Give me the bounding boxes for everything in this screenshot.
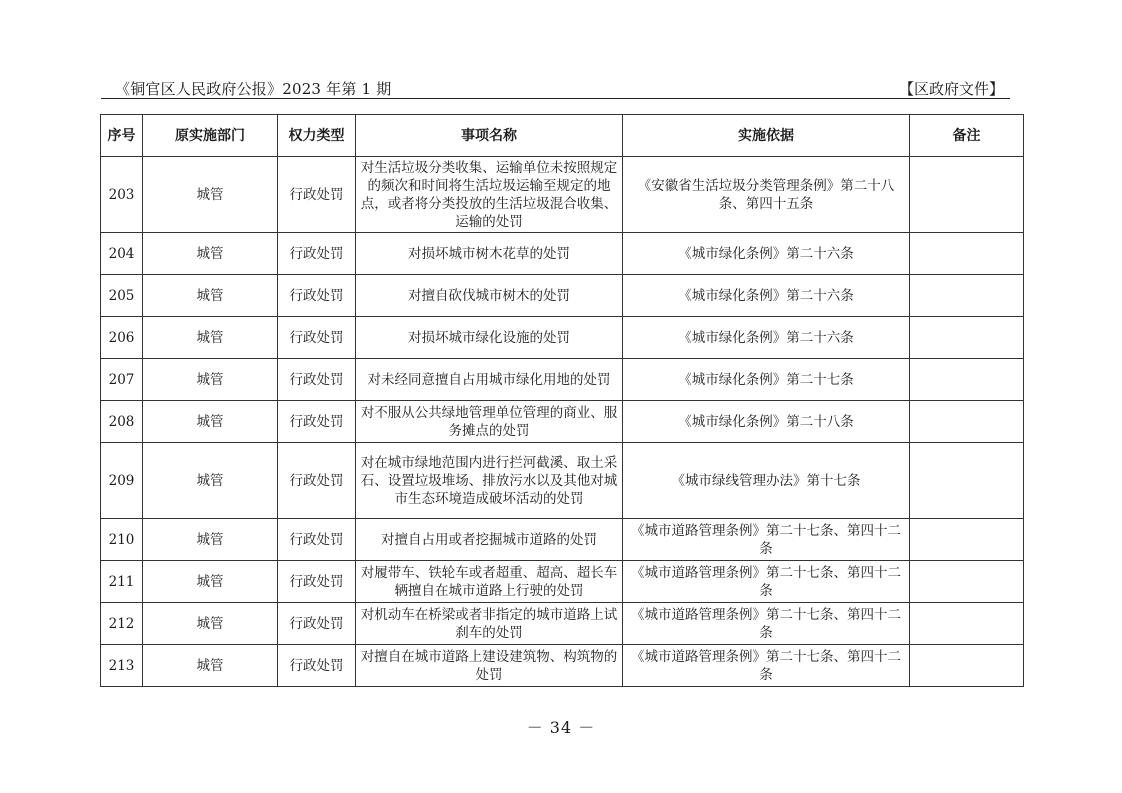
cell-seq: 206 — [101, 317, 143, 359]
table-row — [101, 519, 1024, 561]
cell-dept: 城管 — [143, 157, 278, 233]
cell-seq: 207 — [101, 359, 143, 401]
table-row — [101, 603, 1024, 645]
cell-type: 行政处罚 — [278, 443, 356, 519]
bulletin-title: 《铜官区人民政府公报》2023 年第 1 期 — [115, 80, 392, 98]
cell-note — [910, 157, 1024, 233]
page-header — [101, 76, 1010, 98]
cell-item: 对擅自砍伐城市树木的处罚 — [356, 275, 623, 317]
power-list-table — [100, 114, 1024, 687]
cell-note — [910, 359, 1024, 401]
table-row — [101, 561, 1024, 603]
table-row — [101, 233, 1024, 275]
col-header-dept: 原实施部门 — [143, 115, 278, 157]
cell-type: 行政处罚 — [278, 233, 356, 275]
cell-note — [910, 317, 1024, 359]
cell-item: 对损坏城市树木花草的处罚 — [356, 233, 623, 275]
cell-dept: 城管 — [143, 561, 278, 603]
cell-note — [910, 443, 1024, 519]
col-header-type: 权力类型 — [278, 115, 356, 157]
cell-type: 行政处罚 — [278, 317, 356, 359]
col-header-seq: 序号 — [101, 115, 143, 157]
col-header-note: 备注 — [910, 115, 1024, 157]
cell-basis: 《城市绿化条例》第二十六条 — [623, 317, 910, 359]
cell-seq: 210 — [101, 519, 143, 561]
cell-item: 对损坏城市绿化设施的处罚 — [356, 317, 623, 359]
cell-type: 行政处罚 — [278, 561, 356, 603]
cell-item: 对在城市绿地范围内进行拦河截溪、取土采石、设置垃圾堆场、排放污水以及其他对城市生态环境造成破坏活动的处罚 — [356, 443, 623, 519]
cell-note — [910, 275, 1024, 317]
table-row — [101, 443, 1024, 519]
cell-basis: 《城市绿化条例》第二十七条 — [623, 359, 910, 401]
cell-type: 行政处罚 — [278, 275, 356, 317]
cell-seq: 213 — [101, 645, 143, 687]
table-row — [101, 401, 1024, 443]
table-row — [101, 275, 1024, 317]
cell-basis: 《城市道路管理条例》第二十七条、第四十二条 — [623, 519, 910, 561]
cell-dept: 城管 — [143, 233, 278, 275]
cell-note — [910, 603, 1024, 645]
cell-seq: 203 — [101, 157, 143, 233]
cell-item: 对擅自占用或者挖掘城市道路的处罚 — [356, 519, 623, 561]
cell-note — [910, 645, 1024, 687]
cell-item: 对未经同意擅自占用城市绿化用地的处罚 — [356, 359, 623, 401]
cell-item: 对机动车在桥梁或者非指定的城市道路上试刹车的处罚 — [356, 603, 623, 645]
cell-item: 对生活垃圾分类收集、运输单位未按照规定的频次和时间将生活垃圾运输至规定的地点，或者将分类投放的生活垃圾混合收集、运输的处罚 — [356, 157, 623, 233]
table-body — [101, 157, 1024, 687]
cell-item: 对不服从公共绿地管理单位管理的商业、服务摊点的处罚 — [356, 401, 623, 443]
cell-dept: 城管 — [143, 443, 278, 519]
cell-basis: 《城市绿化条例》第二十六条 — [623, 233, 910, 275]
cell-seq: 211 — [101, 561, 143, 603]
cell-basis: 《城市绿化条例》第二十八条 — [623, 401, 910, 443]
cell-note — [910, 401, 1024, 443]
table-header-row — [101, 115, 1024, 157]
col-header-basis: 实施依据 — [623, 115, 910, 157]
section-label: 【区政府文件】 — [898, 80, 1004, 98]
cell-dept: 城管 — [143, 401, 278, 443]
cell-type: 行政处罚 — [278, 359, 356, 401]
cell-type: 行政处罚 — [278, 645, 356, 687]
cell-basis: 《城市绿线管理办法》第十七条 — [623, 443, 910, 519]
cell-seq: 209 — [101, 443, 143, 519]
page-number: － 34 － — [526, 718, 596, 737]
cell-dept: 城管 — [143, 359, 278, 401]
cell-basis: 《城市道路管理条例》第二十七条、第四十二条 — [623, 645, 910, 687]
cell-seq: 208 — [101, 401, 143, 443]
cell-type: 行政处罚 — [278, 603, 356, 645]
cell-item: 对擅自在城市道路上建设建筑物、构筑物的处罚 — [356, 645, 623, 687]
col-header-item: 事项名称 — [356, 115, 623, 157]
cell-note — [910, 233, 1024, 275]
table-row — [101, 317, 1024, 359]
cell-item: 对履带车、铁轮车或者超重、超高、超长车辆擅自在城市道路上行驶的处罚 — [356, 561, 623, 603]
cell-basis: 《城市道路管理条例》第二十七条、第四十二条 — [623, 603, 910, 645]
cell-seq: 205 — [101, 275, 143, 317]
cell-basis: 《城市道路管理条例》第二十七条、第四十二条 — [623, 561, 910, 603]
cell-dept: 城管 — [143, 645, 278, 687]
table-row — [101, 645, 1024, 687]
cell-basis: 《安徽省生活垃圾分类管理条例》第二十八条、第四十五条 — [623, 157, 910, 233]
cell-seq: 204 — [101, 233, 143, 275]
cell-note — [910, 519, 1024, 561]
cell-dept: 城管 — [143, 275, 278, 317]
table-row — [101, 157, 1024, 233]
cell-dept: 城管 — [143, 317, 278, 359]
cell-basis: 《城市绿化条例》第二十六条 — [623, 275, 910, 317]
header-rule — [101, 98, 1010, 99]
cell-type: 行政处罚 — [278, 157, 356, 233]
table-row — [101, 359, 1024, 401]
cell-dept: 城管 — [143, 603, 278, 645]
cell-seq: 212 — [101, 603, 143, 645]
cell-type: 行政处罚 — [278, 519, 356, 561]
cell-note — [910, 561, 1024, 603]
cell-type: 行政处罚 — [278, 401, 356, 443]
cell-dept: 城管 — [143, 519, 278, 561]
